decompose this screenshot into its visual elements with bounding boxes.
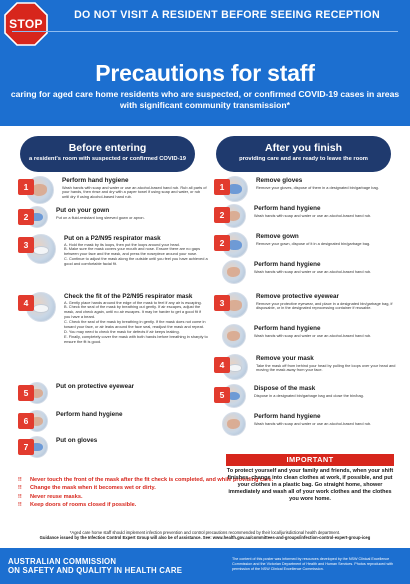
warning-banner	[0, 0, 410, 62]
page-header	[0, 62, 410, 126]
step-title: Remove gown	[256, 233, 299, 240]
step-description: Wash hands with soap and water or use an alcohol-based hand rub. Rub all parts of your hands, then rinse and dry with a paper towel if using soap and water, or rub until dry if using alcohol-based hand rub.	[62, 184, 207, 200]
step-number: 2	[214, 207, 230, 223]
step-description: Remove your protective eyewear, and place in a designated bin/garbage bag, if disposable, or in the designated reprocessing container if reusable.	[256, 300, 393, 311]
step-description: Remove your gown, dispose of it in a designated bin/garbage bag.	[256, 240, 371, 246]
step-number: 7	[18, 439, 34, 455]
step-title: Put on gloves	[56, 437, 98, 444]
step-number: 2	[214, 235, 230, 251]
step-text	[56, 207, 208, 220]
dont-item: !! Never reuse masks.	[18, 493, 83, 500]
step-title: Dispose of the mask	[254, 385, 316, 392]
important-label: IMPORTANT	[226, 454, 394, 466]
logo-line2: ON SAFETY AND QUALITY IN HEALTH CARE	[8, 566, 183, 575]
page-footer	[0, 548, 410, 584]
warning-text: DO NOT VISIT A RESIDENT BEFORE SEEING RECEPTION	[74, 9, 380, 21]
before-heading: Before entering	[68, 142, 147, 154]
stop-sign	[4, 2, 48, 46]
step-substep: C. Check the seal of the mask by breathing in gently. If the mask does not come in toward your face, or air leaks around the face seal, readjust the mask and repeat.	[64, 319, 206, 330]
step-number: 4	[18, 295, 34, 311]
step-title: Remove protective eyewear	[256, 293, 339, 300]
dont-item: !! Never touch the front of the mask after the fit check is completed, and while providing care.	[18, 477, 274, 483]
step-title: Perform hand hygiene	[254, 261, 321, 268]
after-subheading: providing care and are ready to leave the room	[239, 156, 368, 162]
footnote	[8, 530, 402, 541]
step-text	[64, 293, 208, 345]
step-text	[256, 177, 402, 190]
step-description: Remove your gloves, dispose of them in a designated bin/garbage bag.	[256, 184, 379, 190]
step-title: Perform hand hygiene	[254, 205, 321, 212]
step-title: Perform hand hygiene	[254, 413, 321, 420]
footnote-line2: Guidance issued by the Infection Control Expert Group will also be of assistance. See: www.health.gov.au/committees-and-groups/infection-control-expert-group-iceg	[39, 535, 371, 541]
step-title: Perform hand hygiene	[56, 411, 123, 418]
step-description: Wash hands with soap and water or use an alcohol-based hand rub.	[254, 332, 372, 338]
step-title: Perform hand hygiene	[254, 325, 321, 332]
step-number: 5	[18, 385, 34, 401]
hand-hygiene-icon	[222, 260, 246, 284]
step-description: Take the mask off from behind your head by pulling the loops over your head and moving the mask away from your face.	[256, 362, 396, 373]
dont-item: !! Change the mask when it becomes wet or dirty.	[18, 485, 156, 492]
after-heading-pill	[216, 136, 391, 172]
step-text	[254, 261, 402, 274]
step-text	[62, 177, 208, 200]
step-substep: C. Continue to adjust the mask along the outside until you feel you have achieved a good and comfortable facial fit.	[64, 256, 208, 267]
step-number: 1	[214, 179, 230, 195]
step-title: Remove gloves	[256, 177, 303, 184]
step-substep: B. Make sure the mask covers your mouth and nose. Ensure there are no gaps between your face and the mask, and press the nosepiece around your nose.	[64, 246, 201, 257]
step-title: Perform hand hygiene	[62, 177, 129, 184]
step-text	[256, 293, 402, 311]
step-substep: A. Hold the mask by its loops, then put the loops around your head.	[64, 241, 180, 247]
hand-hygiene-icon	[222, 412, 246, 436]
footnote-line1: *Aged care home staff should implement infection prevention and control precautions recommended by their local/jurisdictional health department.	[69, 530, 341, 535]
before-heading-pill	[20, 136, 195, 172]
logo-line1: AUSTRALIAN COMMISSION	[8, 557, 117, 566]
step-number: 6	[18, 413, 34, 429]
warning-divider	[12, 31, 398, 32]
commission-logo	[8, 557, 182, 575]
step-title: Check the fit of the P2/N95 respirator mask	[64, 293, 193, 300]
footer-note: The content of this poster was informed by resources developed by the NSW Clinical Excellence Commission and the Victorian Department of Health and Human Services. Photos reproduced with permission of the NSW Clinical Excellence Commission.	[232, 557, 394, 571]
step-text	[256, 233, 402, 246]
after-heading: After you finish	[264, 142, 342, 154]
step-substep: B. Check the seal of the mask by breathing out gently. If air escapes, adjust the mask, and check again, until no air escapes. It may be harder to get a good fit if you have a beard.	[64, 304, 201, 320]
step-title: Put on your gown	[56, 207, 110, 214]
step-description: Put on a fluid-resistant long sleeved gown or apron.	[56, 214, 145, 220]
page-title: Precautions for staff	[95, 60, 315, 86]
step-text	[56, 437, 208, 445]
step-text	[56, 383, 208, 391]
important-text: To protect yourself and your family and friends, when your shift finishes, change into clean clothes at work, if possible, and put your clothes in a plastic bag. Go straight home, shower immediately and wash all of your work clothes and the clothes you wore home.	[226, 468, 394, 502]
step-number: 2	[18, 209, 34, 225]
step-text	[64, 235, 208, 267]
step-text	[56, 411, 208, 419]
step-title: Put on protective eyewear	[56, 383, 135, 390]
dont-item: !! Keep doors of rooms closed if possible.	[18, 502, 137, 509]
step-substep: E. Finally, completely cover the mask with both hands before breathing in sharply to ensure the fit is good.	[64, 333, 208, 344]
step-number: 3	[214, 295, 230, 311]
step-text	[254, 205, 402, 218]
step-text	[256, 355, 402, 373]
page-subtitle: caring for aged care home residents who are suspected, or confirmed COVID-19 cases in areas with significant community transmission*	[10, 89, 400, 110]
step-text	[254, 413, 402, 426]
step-substep: D. You may need to check the mask for defects if air keeps leaking.	[64, 328, 180, 334]
step-description: Dispose in a designated bin/garbage bag and close the bin/bag.	[254, 392, 364, 398]
step-description: Wash hands with soap and water or use an alcohol-based hand rub.	[254, 420, 372, 426]
step-text	[254, 385, 402, 398]
step-number: 4	[214, 357, 230, 373]
before-subheading: a resident's room with suspected or confirmed COVID-19	[29, 156, 186, 162]
step-description: Wash hands with soap and water or use an alcohol-based hand rub.	[254, 268, 372, 274]
step-number: 5	[214, 387, 230, 403]
step-title: Remove your mask	[256, 355, 314, 362]
stop-label: STOP	[9, 17, 43, 31]
step-substep: A. Gently place hands around the edge of the mask to feel if any air is escaping.	[64, 299, 202, 305]
step-description: Wash hands with soap and water or use an alcohol-based hand rub.	[254, 212, 372, 218]
step-number: 1	[18, 179, 34, 195]
hand-hygiene-icon	[222, 324, 246, 348]
step-title: Put on a P2/N95 respirator mask	[64, 235, 161, 242]
step-text	[254, 325, 402, 338]
step-number: 3	[18, 237, 34, 253]
